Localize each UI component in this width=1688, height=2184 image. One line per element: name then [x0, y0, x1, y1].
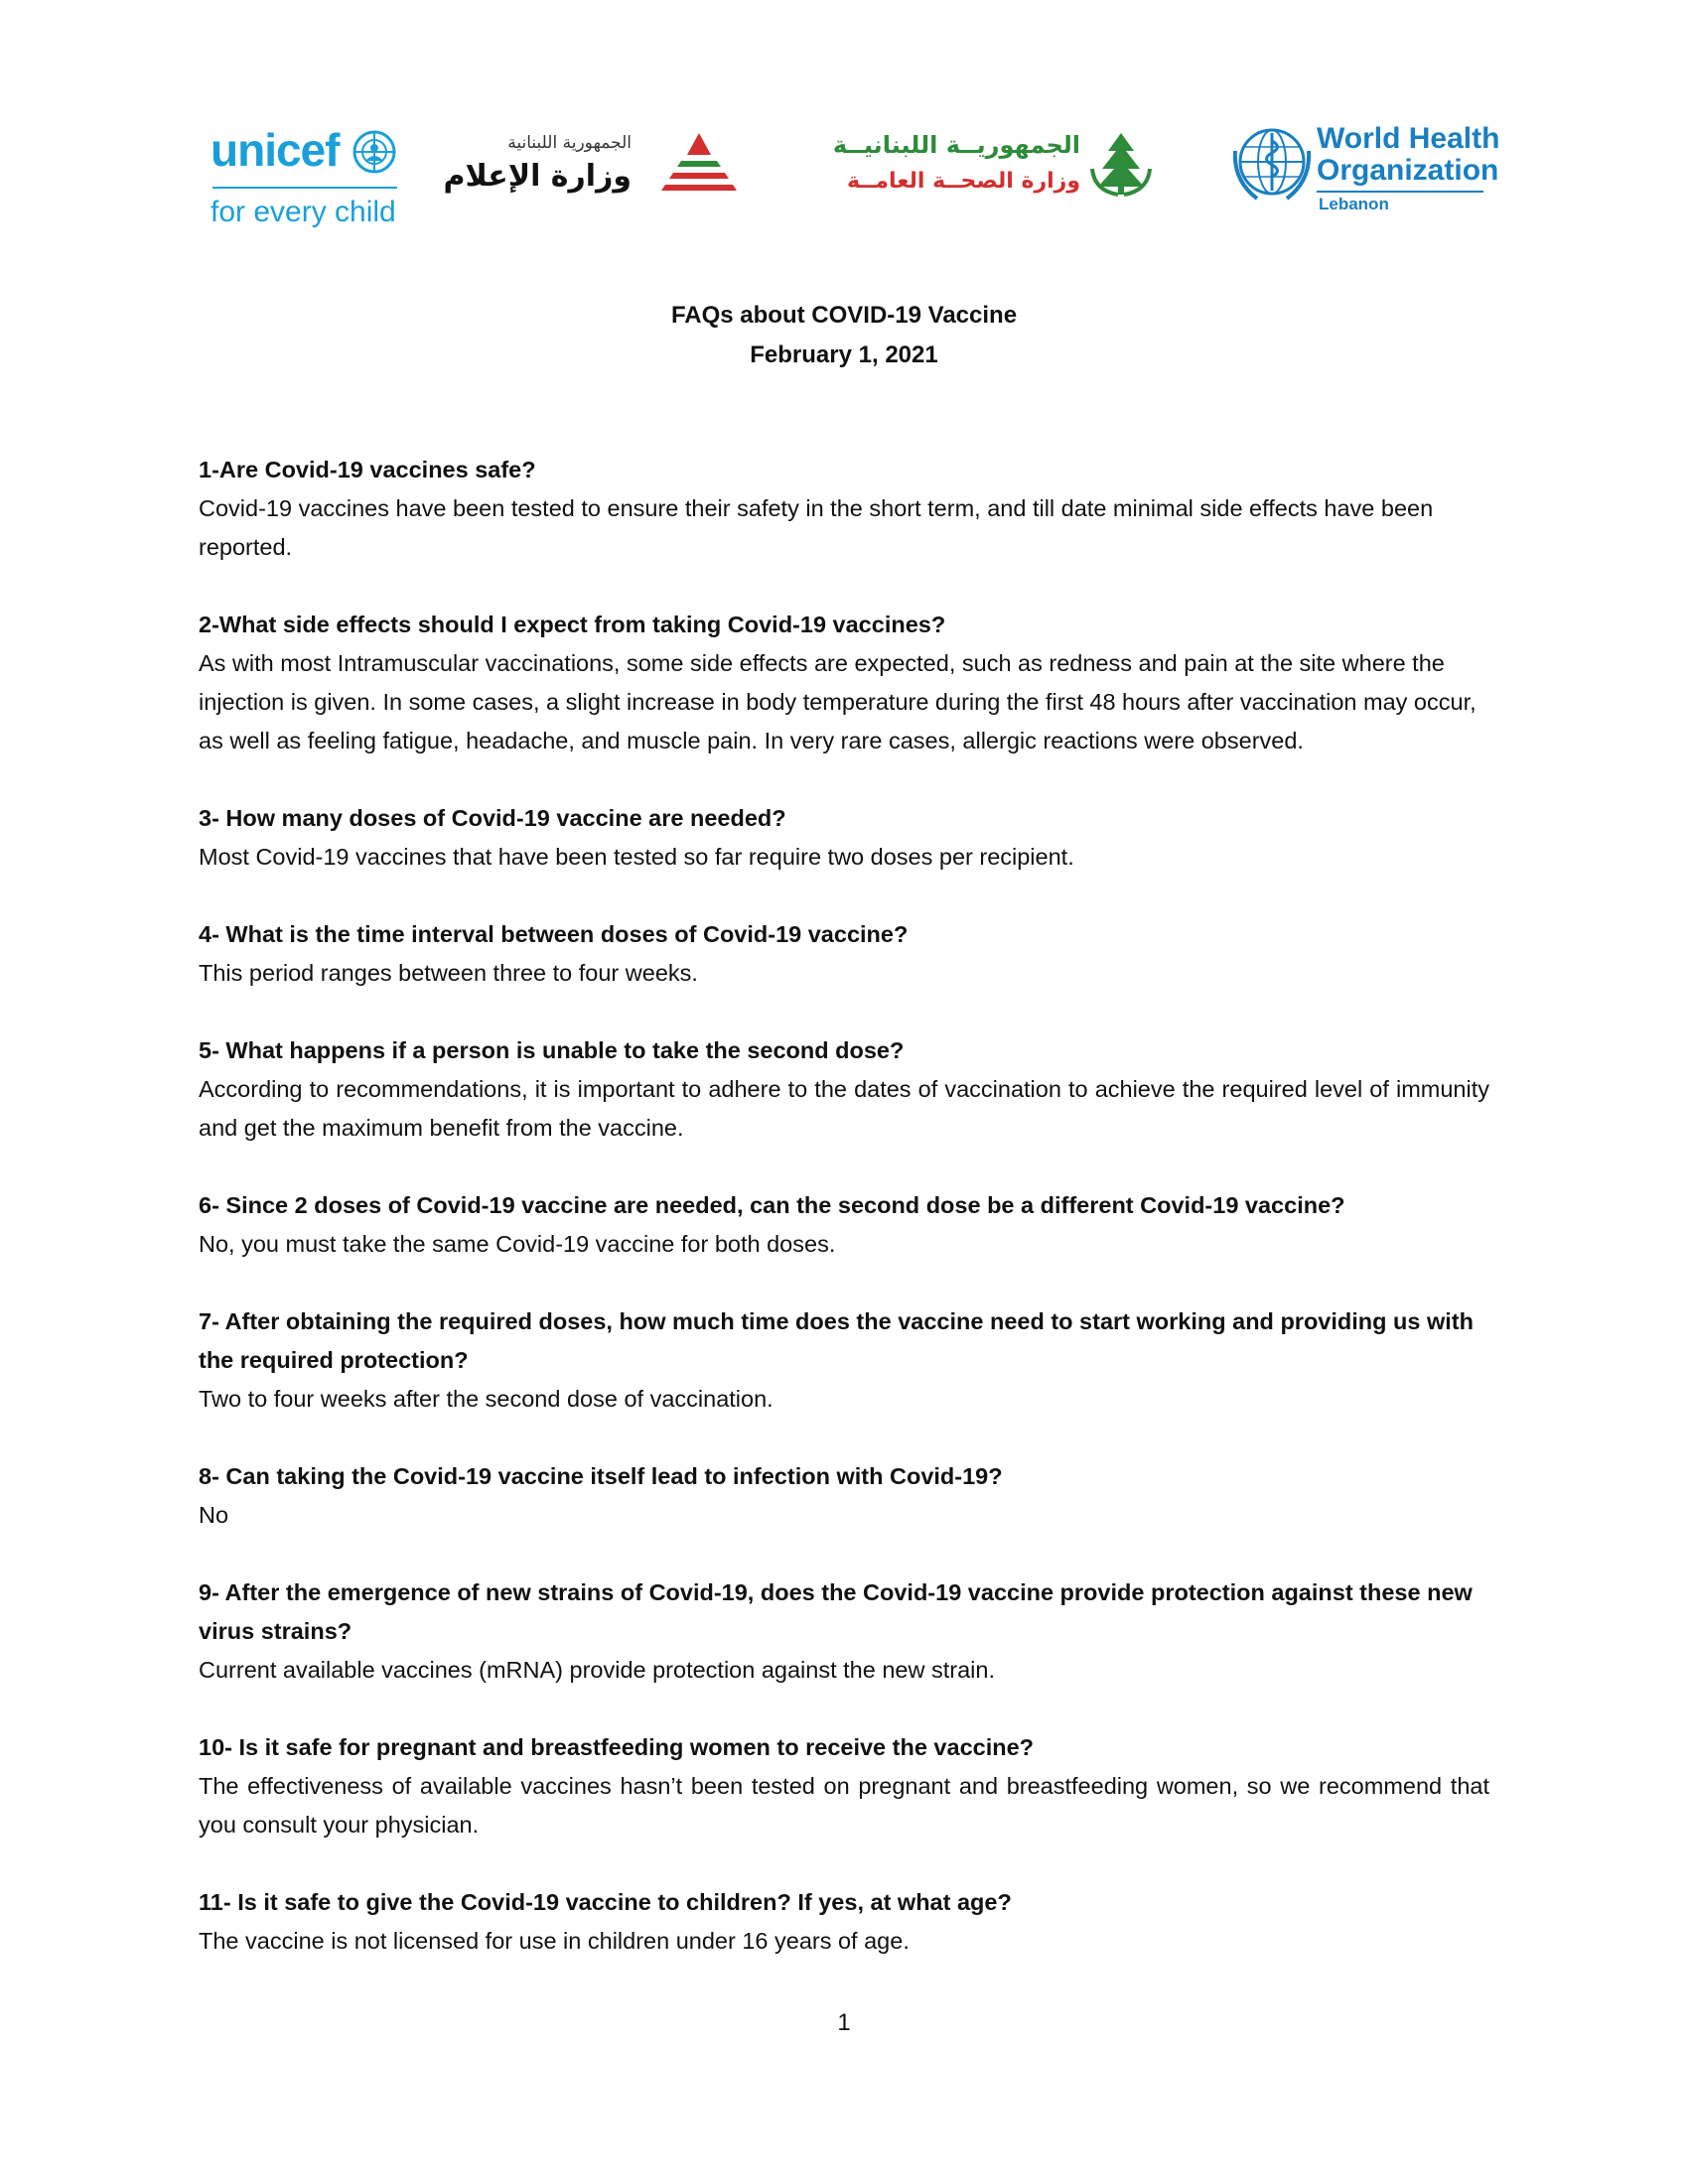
faq-question: 9- After the emergence of new strains of Covid-19, does the Covid-19 vaccine provide protection against these new virus strains?: [199, 1579, 1473, 1644]
faq-answer: Covid-19 vaccines have been tested to ensure their safety in the short term, and till date minimal side effects have been reported.: [199, 495, 1434, 560]
faq-question: 10- Is it safe for pregnant and breastfeeding women to receive the vaccine?: [199, 1734, 1035, 1760]
document-header: [0, 296, 1688, 375]
faq-list: [199, 451, 1489, 1999]
document-date: February 1, 2021: [750, 341, 938, 368]
faq-item-2: [199, 606, 1489, 760]
faq-question: 3- How many doses of Covid-19 vaccine are needed?: [199, 805, 786, 831]
faq-answer: As with most Intramuscular vaccinations, some side effects are expected, such as redness and pain at the site where the injection is given. In some cases, a slight increase in body temperature during the first 48 hours after vaccination may occur, as well as feeling fatigue, headache, and muscle pain. In very rare cases, allergic reactions were observed.: [199, 650, 1477, 753]
who-emblem-icon: [1231, 121, 1313, 207]
ministry-health-line1: الجمهوريــة اللبنانيــة: [832, 131, 1080, 159]
faq-item-10: [199, 1728, 1489, 1844]
unicef-tagline: for every child: [211, 196, 396, 228]
unicef-divider: [212, 187, 397, 189]
faq-answer: Two to four weeks after the second dose of vaccination.: [199, 1386, 774, 1412]
ministry-health-logo: [832, 129, 1148, 228]
who-name: [1317, 123, 1499, 187]
faq-item-7: [199, 1302, 1489, 1419]
faq-item-4: [199, 915, 1489, 993]
faq-answer: The vaccine is not licensed for use in children under 16 years of age.: [199, 1928, 910, 1954]
faq-question: 2-What side effects should I expect from taking Covid-19 vaccines?: [199, 612, 946, 637]
unicef-logo: [211, 125, 409, 234]
faq-question: 11- Is it safe to give the Covid-19 vaccine to children? If yes, at what age?: [199, 1889, 1012, 1915]
who-subtitle: Lebanon: [1319, 195, 1389, 213]
ministry-information-logo: [443, 129, 739, 218]
faq-item-3: [199, 799, 1489, 877]
ministry-information-mark-icon: [659, 129, 739, 204]
logo-row: [199, 117, 1500, 236]
cedar-hands-icon: [1088, 129, 1154, 204]
faq-item-6: [199, 1186, 1489, 1264]
faq-question: 1-Are Covid-19 vaccines safe?: [199, 457, 536, 482]
unicef-wordmark: unicef: [211, 124, 340, 176]
faq-item-8: [199, 1457, 1489, 1535]
faq-question: 5- What happens if a person is unable to take the second dose?: [199, 1037, 905, 1063]
page-number: 1: [837, 2009, 851, 2036]
faq-answer: According to recommendations, it is important to adhere to the dates of vaccination to achieve the required level of immunity and get the maximum benefit from the vaccine.: [199, 1076, 1489, 1141]
faq-item-11: [199, 1883, 1489, 1961]
unicef-emblem-icon: [352, 129, 397, 180]
faq-question: 4- What is the time interval between doses of Covid-19 vaccine?: [199, 921, 909, 947]
ministry-information-line2: وزارة الإعلام: [443, 159, 632, 194]
faq-answer: No: [199, 1502, 229, 1528]
ministry-health-line2: وزارة الصحــة العامــة: [846, 169, 1080, 194]
faq-item-1: [199, 451, 1489, 567]
ministry-information-line1: الجمهورية اللبنانية: [507, 133, 632, 153]
faq-question: 7- After obtaining the required doses, how much time does the vaccine need to start working and providing us with the required protection?: [199, 1308, 1474, 1373]
faq-question: 6- Since 2 doses of Covid-19 vaccine are needed, can the second dose be a different Covid-19 vaccine?: [199, 1192, 1345, 1218]
faq-answer: Current available vaccines (mRNA) provide protection against the new strain.: [199, 1657, 995, 1683]
document-title: FAQs about COVID-19 Vaccine: [670, 302, 1018, 329]
faq-answer: No, you must take the same Covid-19 vaccine for both doses.: [199, 1231, 836, 1257]
faq-answer: The effectiveness of available vaccines hasn’t been tested on pregnant and breastfeeding women, so we recommend that you consult your physician.: [199, 1773, 1489, 1838]
faq-item-9: [199, 1573, 1489, 1690]
faq-answer: This period ranges between three to four weeks.: [199, 960, 698, 986]
who-name-line2: Organization: [1317, 154, 1499, 187]
faq-item-5: [199, 1031, 1489, 1148]
who-name-line1: World Health: [1317, 122, 1500, 155]
who-divider: [1317, 191, 1483, 193]
faq-answer: Most Covid-19 vaccines that have been tested so far require two doses per recipient.: [199, 844, 1074, 870]
who-logo: [1231, 117, 1500, 236]
faq-question: 8- Can taking the Covid-19 vaccine itself lead to infection with Covid-19?: [199, 1463, 1003, 1489]
